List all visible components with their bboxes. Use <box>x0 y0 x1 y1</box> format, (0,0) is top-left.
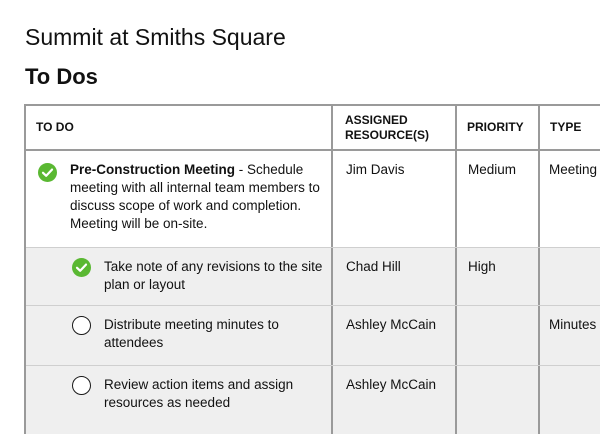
table-header <box>26 106 600 151</box>
header-type[interactable]: TYPE <box>538 106 600 149</box>
table-row[interactable] <box>26 366 600 434</box>
table-row[interactable] <box>26 248 600 306</box>
check-circle-icon[interactable] <box>38 163 57 182</box>
priority-cell <box>455 151 538 247</box>
type-cell <box>538 151 600 247</box>
header-assigned-resources[interactable]: ASSIGNED RESOURCE(S) <box>331 106 455 149</box>
resource-name: Ashley McCain <box>346 377 437 392</box>
todo-cell <box>26 306 331 365</box>
resource-cell <box>331 248 455 305</box>
resource-name: Chad Hill <box>346 259 401 274</box>
empty-circle-icon[interactable] <box>72 376 91 395</box>
project-title: Summit at Smiths Square <box>25 24 286 50</box>
todo-cell <box>26 151 331 247</box>
priority-cell <box>455 306 538 365</box>
type-value: Meeting <box>549 162 598 177</box>
todo-cell <box>26 366 331 434</box>
resource-name: Ashley McCain <box>346 317 437 332</box>
resource-cell <box>331 151 455 247</box>
priority-cell <box>455 366 538 434</box>
todo-description: Review action items and assign resources as needed <box>104 377 294 410</box>
empty-circle-icon[interactable] <box>72 316 91 335</box>
type-cell <box>538 306 600 365</box>
type-value: Minutes <box>549 317 597 332</box>
resource-name: Jim Davis <box>346 162 405 177</box>
header-priority[interactable]: PRIORITY <box>455 106 538 149</box>
priority-value: Medium <box>468 162 517 177</box>
resource-cell <box>331 366 455 434</box>
type-cell <box>538 248 600 305</box>
table-row[interactable] <box>26 306 600 366</box>
todo-table <box>24 104 600 434</box>
header-todo[interactable]: TO DO <box>36 120 74 134</box>
check-circle-icon[interactable] <box>72 258 91 277</box>
todo-description: Distribute meeting minutes to attendees <box>104 317 279 350</box>
todo-description: Schedule meeting with all internal team members to discuss scope of work and completion. Meeting will be on-site. <box>70 162 320 231</box>
todo-separator: - <box>235 162 248 177</box>
todo-description: Take note of any revisions to the site plan or layout <box>104 259 323 292</box>
type-cell <box>538 366 600 434</box>
todo-text <box>70 161 323 233</box>
todo-cell <box>26 248 331 305</box>
table-row[interactable] <box>26 151 600 248</box>
resource-cell <box>331 306 455 365</box>
priority-cell <box>455 248 538 305</box>
priority-value: High <box>468 259 496 274</box>
section-title: To Dos <box>25 64 98 89</box>
todo-title: Pre-Construction Meeting <box>70 162 236 177</box>
